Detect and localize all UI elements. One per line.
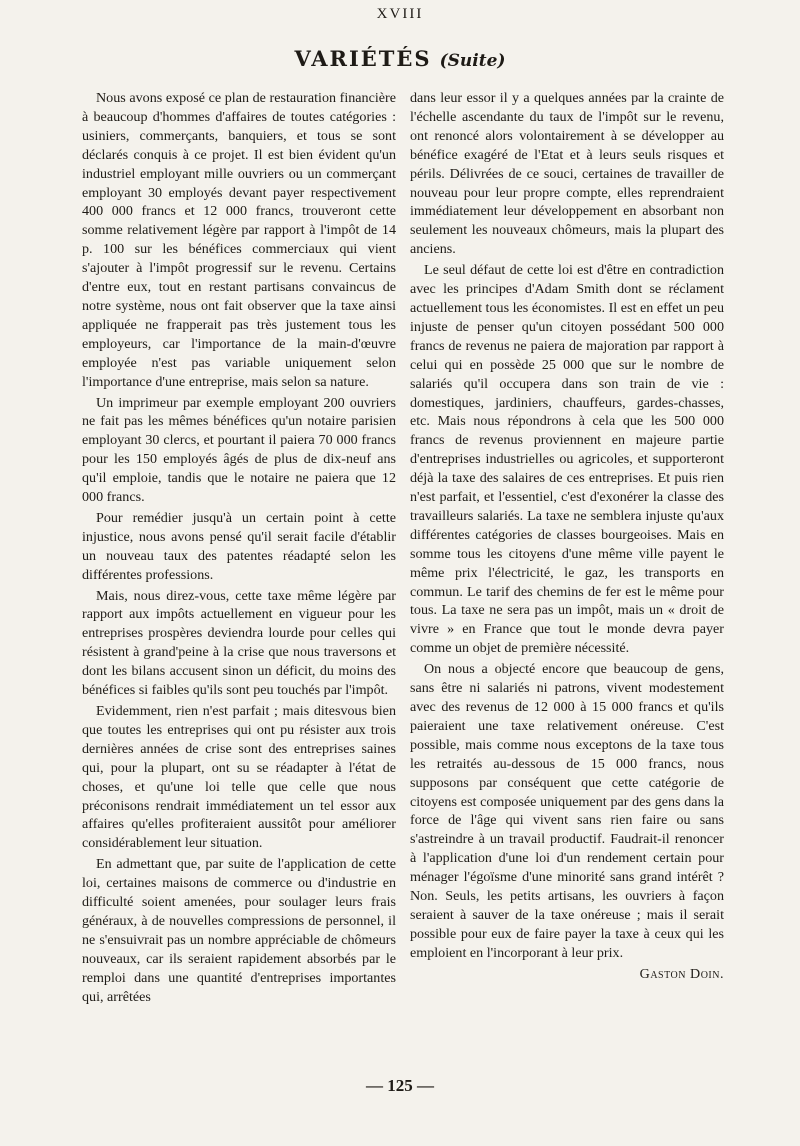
paragraph: Evidemment, rien n'est parfait ; mais ditesvous bien que toutes les entreprises qui ont pu résister aux trois dernières années de crise sont des entreprises saines qui, pour la plupart, ont su se réadapter à l'état de choses, et qu'une loi telle que celle que nous préconisons rendrait immédiatement un tel essor aux affaires qu'elles profiteraient aussitôt pour améliorer considérablement leur situation. — [82, 703, 396, 852]
paragraph: En admettant que, par suite de l'application de cette loi, certaines maisons de commerce ou d'industrie en difficulté soient amenées, pour soulager leurs frais généraux, à de nouvelles compressions de personnel, il ne s'ensuivrait pas un nombre appréciable de chômeurs nouveaux, car ils seraient rapidement absorbés par le remploi dans une quantité d'entreprises importantes qui, arrêtées — [82, 856, 396, 1005]
article-title — [0, 46, 800, 71]
section-number: XVIII — [376, 6, 424, 22]
author-signature: Gaston Doin. — [639, 965, 724, 982]
title-text: VARIÉTÉS — [294, 46, 432, 71]
paragraph: Nous avons exposé ce plan de restauration financière à beaucoup d'hommes d'affaires de toutes catégories : usiniers, commerçants, banquiers, et tous se sont déclarés conquis à ce projet. Il est bien évident qu'un industriel employant mille ouvriers ou un commerçant employant 30 employés devant payer respectivement 400 000 francs et 12 000 francs, trouveront cette somme relativement légère par rapport à l'impôt de 14 p. 100 sur les bénéfices commerciaux qui vient s'ajouter à l'impôt progressif sur le revenu. Certains d'entre eux, tout en restant partisans convaincus de notre système, nous ont fait observer que la taxe ainsi appliquée ne frapperait pas très justement tous les employeurs, car l'importance de la main-d'œuvre employée n'est pas variable uniquement selon l'importance d'une entreprise, mais selon sa nature. — [82, 90, 396, 390]
title-suite: (Suite) — [439, 51, 506, 71]
page-number: — 125 — — [366, 1076, 434, 1095]
left-column — [82, 89, 396, 1009]
right-column — [410, 89, 724, 1009]
paragraph: Le seul défaut de cette loi est d'être en contradiction avec les principes d'Adam Smith dont se réclament actuellement tous les économistes. Il est en effet un peu injuste de penser qu'un citoyen possédant 500 000 francs de revenus ne paiera de majoration par rapport à celui qui en possède 25 000 que sur le nombre de salariés qu'il occupera dans son train de vie : domestiques, jardiniers, chauffeurs, gardes-chasses, etc. Mais nous répondrons à cela que les 500 000 francs de revenus proviennent en majeure partie d'entreprises industrielles ou agricoles, et supporteront déjà la taxe des salaires de ces entreprises. Et puis rien n'est parfait, et l'essentiel, c'est d'exonérer la classe des travailleurs salariés. La taxe ne semblera injuste qu'aux différentes catégories de classes bourgeoises. Mais en somme tous les citoyens d'une même ville payent le même prix l'électricité, le gaz, les transports en commun. Le tarif des chemins de fer est le même pour tous. La taxe ne sera pas un impôt, mais un « droit de vivre » en France que tout le monde devra payer comme un objet de première nécessité. — [410, 262, 724, 657]
paragraph: dans leur essor il y a quelques années par la crainte de l'échelle ascendante du taux de l'impôt sur le revenu, ont renoncé alors volontairement à se développer au bénéfice exagéré de l'Etat et à leurs seuls risques et périls. Délivrées de ce souci, certaines de travailler de nouveau pour leur propre compte, elles reprendraient immédiatement leur développement en absorbant non seulement les nouveaux chômeurs, mais la plupart des anciens. — [410, 90, 724, 258]
paragraph: Pour remédier jusqu'à un certain point à cette injustice, nous avons pensé qu'il serait facile d'établir un nouveau taux des patentes réadapté selon les différentes professions. — [82, 509, 396, 583]
paragraph: Un imprimeur par exemple employant 200 ouvriers ne fait pas les mêmes bénéfices qu'un notaire parisien employant 30 clercs, et pourtant il paiera 70 000 francs pour les 150 employés âgés de plus de dix-neuf ans qu'il emploie, tandis que le notaire ne paiera que 12 000 francs. — [82, 394, 396, 506]
paragraph: On nous a objecté encore que beaucoup de gens, sans être ni salariés ni patrons, vivent modestement avec des revenus de 12 000 à 15 000 francs et qu'ils paieraient une taxe relativement onéreuse. C'est possible, mais comme nous exceptons de la taxe tous les retraités au-dessous de 15 000 francs, nous supposons par conséquent que cette catégorie de citoyens est composée uniquement par des gens dans la force de l'âge qui vivent sans rien faire ou sans s'astreindre à un travail productif. Faudrait-il renoncer à l'application d'une loi d'un rendement certain pour ménager l'égoïsme d'une minorité sans grand intérêt ? Non. Seuls, les petits artisans, les ouvriers à façon seraient à sauver de la taxe onéreuse ; mais il serait possible pour eux de faire payer la taxe à ceux qui les emploient en l'incorporant à leur prix. — [410, 661, 724, 961]
paragraph: Mais, nous direz-vous, cette taxe même légère par rapport aux impôts actuellement en vigueur pour les entreprises prospères deviendra lourde pour celles qui résistent à grand'peine à la crise que nous traversons et dont les bilans accusent sinon un déficit, du moins des bénéfices si faibles qu'ils sont peu touchés par l'impôt. — [82, 587, 396, 699]
